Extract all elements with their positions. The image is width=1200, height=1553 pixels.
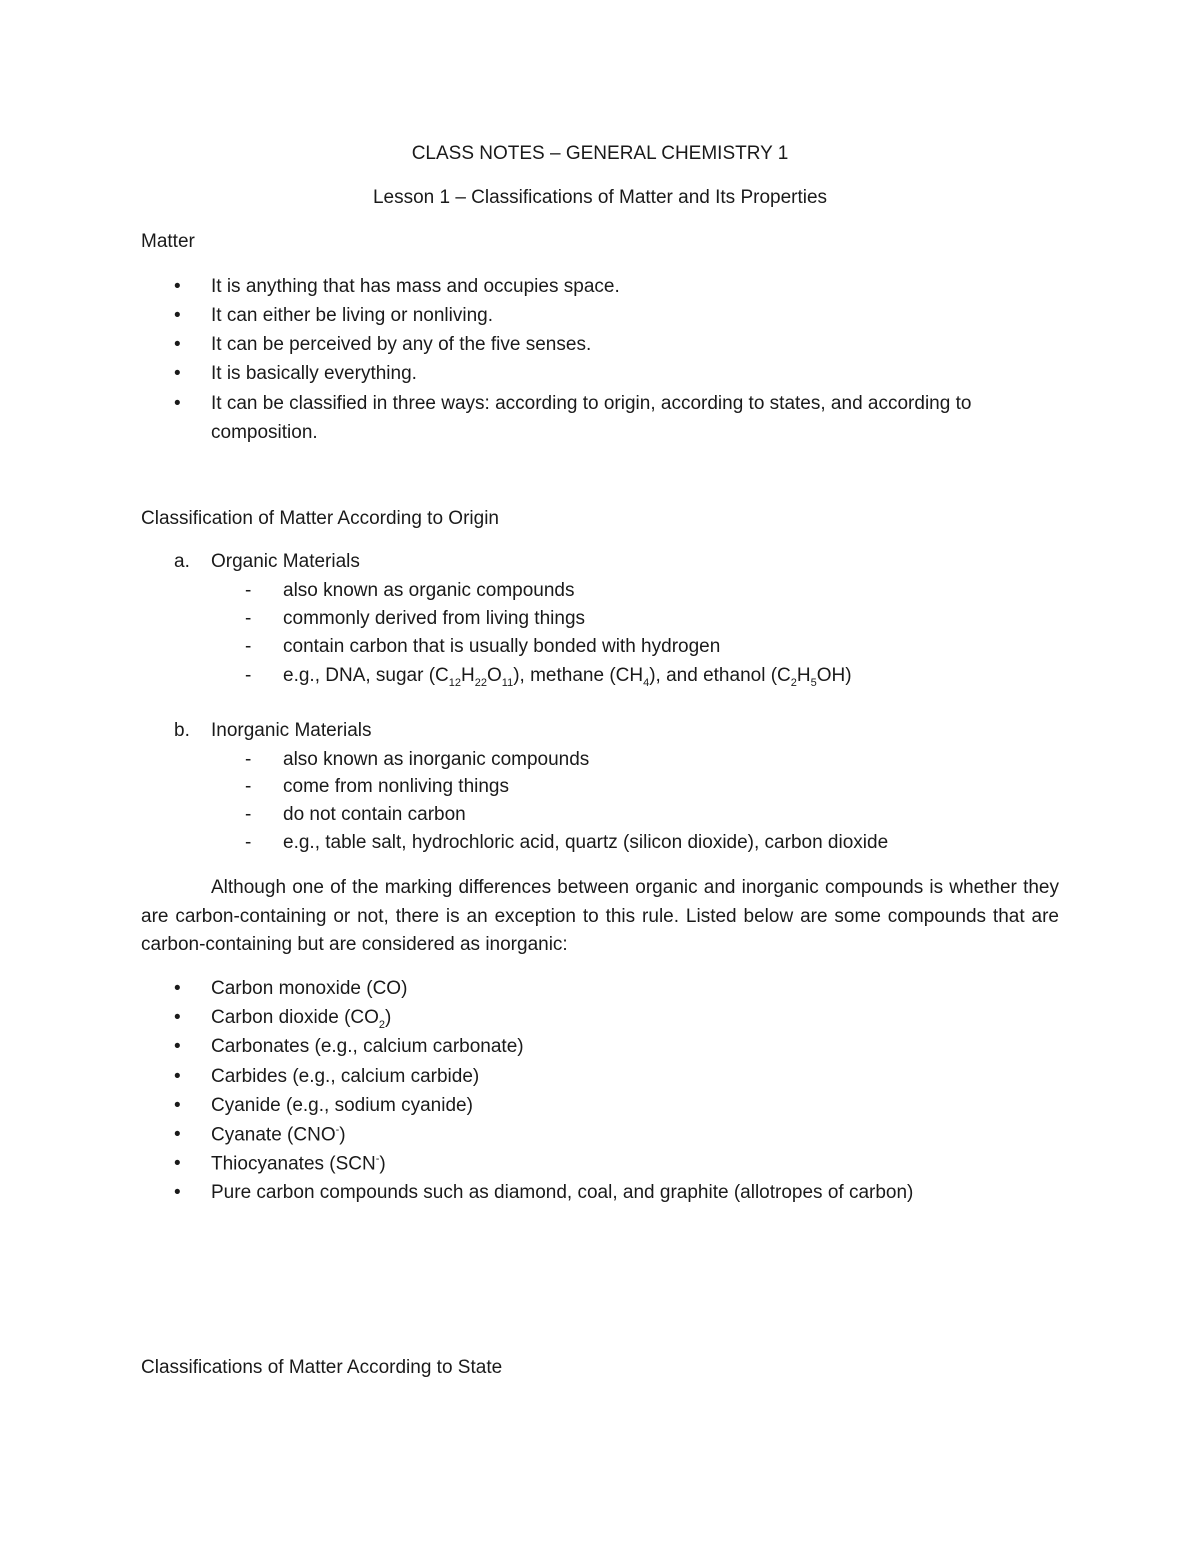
bullet-icon: • [174,1066,181,1087]
list-item: • Pure carbon compounds such as diamond, coal, and graphite (allotropes of carbon) [174,1182,914,1203]
bullet-icon: • [174,1095,181,1116]
dash-icon: - [245,636,252,657]
list-item: - come from nonliving things [245,776,509,797]
dash-icon: - [245,665,252,686]
list-item: - also known as organic compounds [245,580,575,601]
list-item: • Carbides (e.g., calcium carbide) [174,1066,480,1087]
list-item: - e.g., table salt, hydrochloric acid, quartz (silicon dioxide), carbon dioxide [245,832,889,853]
exception-paragraph: Although one of the marking differences between organic and inorganic compounds is whether they are carbon-containing or not, there is an exception to this rule. Listed below are some compounds that are carbon-containing but are considered as inorganic: [141,877,1059,955]
bullet-icon: • [174,334,181,355]
list-item: • Thiocyanates (SCN-) [174,1153,386,1175]
dash-icon: - [245,580,252,601]
state-heading: Classifications of Matter According to State [141,1357,503,1378]
bullet-icon: • [174,363,181,384]
list-marker: b. [174,720,190,741]
bullet-icon: • [174,305,181,326]
lesson-title: Lesson 1 – Classifications of Matter and Its Properties [372,187,828,208]
bullet-icon: • [174,1182,181,1203]
list-item: • Carbon monoxide (CO) [174,978,408,999]
list-item: • Cyanate (CNO-) [174,1124,346,1146]
dash-icon: - [245,804,252,825]
list-item: - commonly derived from living things [245,608,586,629]
origin-heading: Classification of Matter According to Origin [141,508,499,529]
bullet-icon: • [174,276,181,297]
dash-icon: - [245,776,252,797]
dash-icon: - [245,749,252,770]
bullet-icon: • [174,1007,181,1028]
bullet-icon: • [174,978,181,999]
inorganic-label: b. Inorganic Materials [174,720,372,741]
list-marker: a. [174,551,190,572]
organic-label: a. Organic Materials [174,551,360,572]
list-item: • It can be classified in three ways: according to origin, according to states, and according to composition. [211,390,1059,447]
list-item: • Carbonates (e.g., calcium carbonate) [174,1036,524,1057]
dash-icon: - [245,832,252,853]
dash-icon: - [245,608,252,629]
list-item: • Carbon dioxide $(CO_2)$ [174,1007,392,1031]
bullet-icon: • [174,393,181,414]
list-item: - e.g., DNA, sugar $(C_{12}H_{22}O_{11})$, methane $(CH_4)$, and ethanol $(C_2H_5OH)$ [245,665,852,689]
list-item: • It can either be living or nonliving. [174,305,493,326]
list-item: - contain carbon that is usually bonded with hydrogen [245,636,721,657]
list-item: - do not contain carbon [245,804,466,825]
list-item: • It is anything that has mass and occupies space. [174,276,620,297]
bullet-icon: • [174,1153,181,1174]
list-item: • It is basically everything. [174,363,417,384]
list-item: • Cyanide (e.g., sodium cyanide) [174,1095,473,1116]
list-item: • It can be perceived by any of the five senses. [174,334,592,355]
bullet-icon: • [174,1036,181,1057]
document-title: CLASS NOTES – GENERAL CHEMISTRY 1 [411,143,789,164]
list-item: - also known as inorganic compounds [245,749,590,770]
matter-heading: Matter [141,231,195,252]
bullet-icon: • [174,1124,181,1145]
